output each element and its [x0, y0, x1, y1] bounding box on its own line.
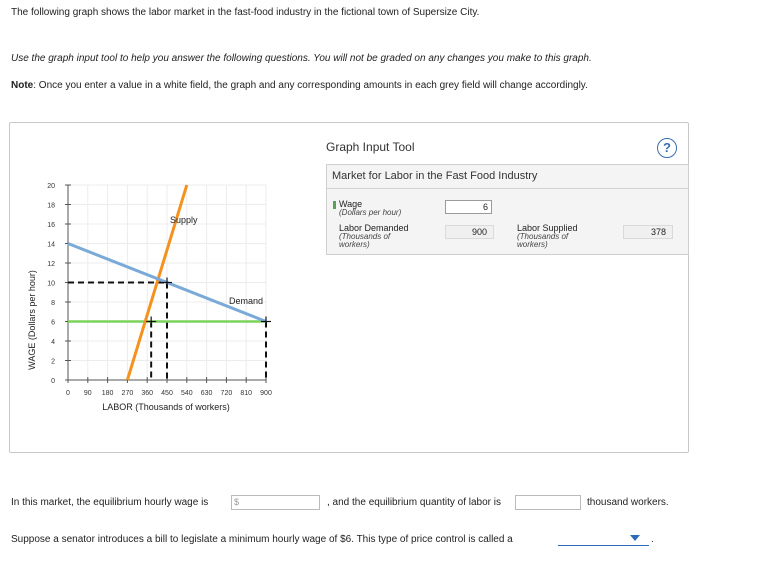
note-text — [11, 80, 588, 91]
help-icon[interactable]: ? — [657, 138, 677, 158]
y-tick-label: 10 — [47, 280, 55, 288]
x-axis-label: LABOR (Thousands of workers) — [102, 402, 230, 412]
labor-demanded-field: 900 — [445, 225, 494, 239]
x-tick-label: 900 — [260, 390, 272, 397]
y-tick-label: 6 — [51, 319, 55, 327]
demand-curve-label: Demand — [229, 296, 264, 306]
divider — [327, 188, 688, 189]
wage-units: (Dollars per hour) — [339, 208, 402, 217]
y-tick-label: 20 — [47, 183, 55, 190]
note-label: Note — [11, 80, 34, 91]
y-tick-label: 14 — [47, 241, 55, 249]
question-2-end: . — [651, 534, 654, 545]
wage-input[interactable]: 6 — [445, 200, 492, 214]
y-tick-label: 12 — [47, 261, 55, 268]
y-tick-label: 8 — [51, 300, 55, 307]
labor-demanded-units: (Thousands of workers) — [339, 232, 391, 249]
y-tick-label: 2 — [51, 358, 55, 366]
x-tick-label: 360 — [141, 390, 154, 397]
market-title: Market for Labor in the Fast Food Industry — [332, 170, 538, 182]
x-tick-label: 270 — [121, 390, 134, 397]
x-tick-label: 450 — [161, 390, 173, 397]
wage-color-swatch — [333, 201, 336, 209]
question-1-suffix: thousand workers. — [587, 497, 669, 508]
question-1-prefix: In this market, the equilibrium hourly wage is — [11, 497, 209, 508]
question-1-middle: , and the equilibrium quantity of labor is — [327, 497, 501, 508]
intro-text: The following graph shows the labor market in the fast-food industry in the fictional town of Supersize City. — [11, 7, 480, 18]
note-body: : Once you enter a value in a white field, the graph and any corresponding amounts in each grey field will change accordingly. — [33, 80, 588, 91]
wage-label: Wage — [339, 199, 363, 209]
y-tick-label: 0 — [51, 378, 55, 385]
ticks — [47, 183, 272, 397]
graph-input-tool-title: Graph Input Tool — [326, 140, 415, 154]
x-tick-label: 810 — [240, 390, 253, 397]
labor-supplied-label: Labor Supplied — [517, 223, 578, 233]
x-tick-label: 0 — [66, 390, 70, 397]
y-tick-label: 4 — [51, 339, 55, 346]
x-tick-label: 720 — [220, 390, 233, 397]
chevron-down-icon[interactable] — [630, 535, 640, 541]
instructions-text: Use the graph input tool to help you answer the following questions. You will not be graded on any changes you make to this graph. — [11, 53, 592, 64]
x-tick-label: 630 — [200, 390, 213, 397]
y-tick-label: 16 — [47, 222, 55, 229]
equilibrium-wage-input[interactable]: $ — [231, 495, 320, 510]
x-tick-label: 90 — [83, 390, 92, 397]
labor-market-chart — [26, 180, 306, 420]
y-axis-label: WAGE (Dollars per hour) — [27, 270, 37, 370]
labor-supplied-field: 378 — [623, 225, 673, 239]
x-tick-label: 180 — [101, 390, 114, 397]
y-tick-label: 18 — [47, 202, 55, 210]
question-2-text: Suppose a senator introduces a bill to legislate a minimum hourly wage of $6. This type of price control is called a — [11, 534, 513, 545]
labor-supplied-units: (Thousands of workers) — [517, 232, 569, 249]
x-tick-label: 540 — [180, 390, 193, 397]
labor-demanded-label: Labor Demanded — [339, 223, 409, 233]
equilibrium-quantity-input[interactable] — [515, 495, 581, 510]
supply-curve-label: Supply — [170, 215, 198, 225]
